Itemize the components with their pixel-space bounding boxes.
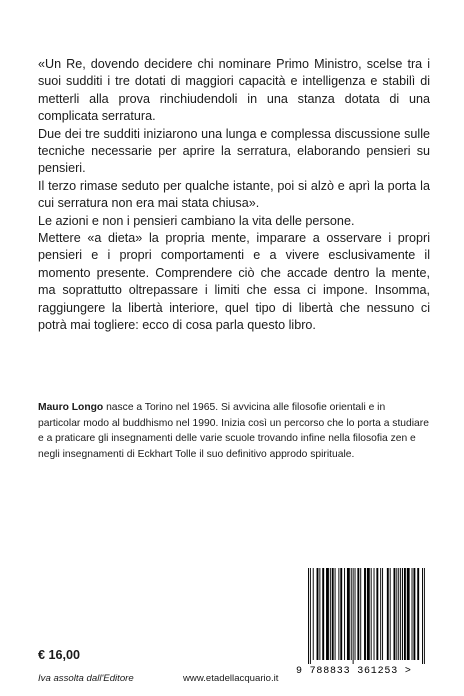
- barcode-bar: [396, 568, 397, 660]
- barcode-bar: [412, 568, 413, 660]
- isbn-number: 9 788833 361253 >: [296, 666, 412, 677]
- blurb-paragraph-2: Due dei tre sudditi iniziarono una lunga e complessa discussione sulle tecniche necessarie per aprire la serratura, elaborando pensieri su pensieri.: [38, 126, 430, 176]
- barcode-bar: [380, 568, 381, 660]
- barcode-bar: [367, 568, 370, 660]
- barcode-bar: [308, 568, 309, 664]
- barcode-bar: [400, 568, 401, 660]
- barcode-bar: [347, 568, 350, 660]
- barcode-bar: [330, 568, 331, 660]
- barcode-bar: [424, 568, 425, 664]
- blurb-paragraph-5: Mettere «a dieta» la propria mente, imparare a osservare i propri pensieri e i propri comportamenti e a vivere esclusivamente il momento presente. Comprendere ciò che accade dentro la mente, ma soprattutto oltrepassare i limiti che essa ci impone. Insomma, raggiungere la libertà interiore, quel tipo di libertà che nessuno ci potrà mai togliere: ecco di cosa parla questo libro.: [38, 231, 430, 333]
- author-bio-text: nasce a Torino nel 1965. Si avvicina alle filosofie orientali e in particolar modo al buddhismo nel 1990. Inizia così un percorso che lo porta a studiare e a praticare gli insegnamenti delle varie scuole trovando infine nella filosofia zen e negli insegnamenti di Eckhart Tolle il suo definitivo approdo spirituale.: [38, 402, 429, 460]
- barcode-bar: [417, 568, 419, 660]
- publisher-website: www.etadellacquario.it: [183, 673, 279, 684]
- barcode-bar: [322, 568, 324, 660]
- barcode-bar: [404, 568, 406, 660]
- barcode-bar: [340, 568, 342, 660]
- barcode-bar: [422, 568, 423, 664]
- barcode-bar: [376, 568, 378, 660]
- barcode-bar: [317, 568, 319, 660]
- blurb-paragraph-1: «Un Re, dovendo decidere chi nominare Primo Ministro, scelse tra i suoi sudditi i tre dotati di maggiori capacità e intelligenza e stabilì di metterli alla prova rinchiudendoli in una stanza dotata di una complicata serratura.: [38, 57, 430, 124]
- barcode-bar: [335, 568, 336, 660]
- barcode-bar: [394, 568, 396, 660]
- barcode-bar: [332, 568, 334, 660]
- barcode-bar: [353, 568, 354, 664]
- price: € 16,00: [38, 648, 81, 662]
- barcode-bar: [374, 568, 375, 660]
- author-bio: [38, 400, 430, 462]
- barcode-bar: [344, 568, 345, 660]
- barcode-bar: [402, 568, 403, 660]
- blurb-paragraph-3: Il terzo rimase seduto per qualche istante, poi si alzò e aprì la porta la cui serratura non era mai stata chiusa».: [38, 178, 430, 211]
- barcode-bar: [387, 568, 389, 660]
- barcode-bars-icon: [296, 568, 430, 664]
- blurb-text: [38, 56, 430, 335]
- isbn-barcode: [296, 568, 430, 681]
- barcode-bar: [351, 568, 352, 660]
- barcode-bar: [357, 568, 359, 660]
- vat-note: Iva assolta dall'Editore: [38, 673, 134, 684]
- barcode-bar: [355, 568, 356, 660]
- barcode-bar: [360, 568, 361, 660]
- barcode-bar: [390, 568, 391, 660]
- barcode-bar: [407, 568, 410, 660]
- barcode-bar: [364, 568, 366, 660]
- author-name: Mauro Longo: [38, 402, 104, 413]
- barcode-bar: [382, 568, 383, 660]
- blurb-paragraph-4: Le azioni e non i pensieri cambiano la vita delle persone.: [38, 213, 355, 228]
- barcode-bar: [338, 568, 339, 660]
- barcode-bar: [398, 568, 399, 660]
- barcode-bar: [371, 568, 372, 660]
- barcode-bar: [313, 568, 314, 660]
- barcode-bar: [413, 568, 415, 660]
- barcode-bar: [319, 568, 320, 660]
- barcode-bar: [310, 568, 311, 664]
- barcode-bar: [326, 568, 329, 660]
